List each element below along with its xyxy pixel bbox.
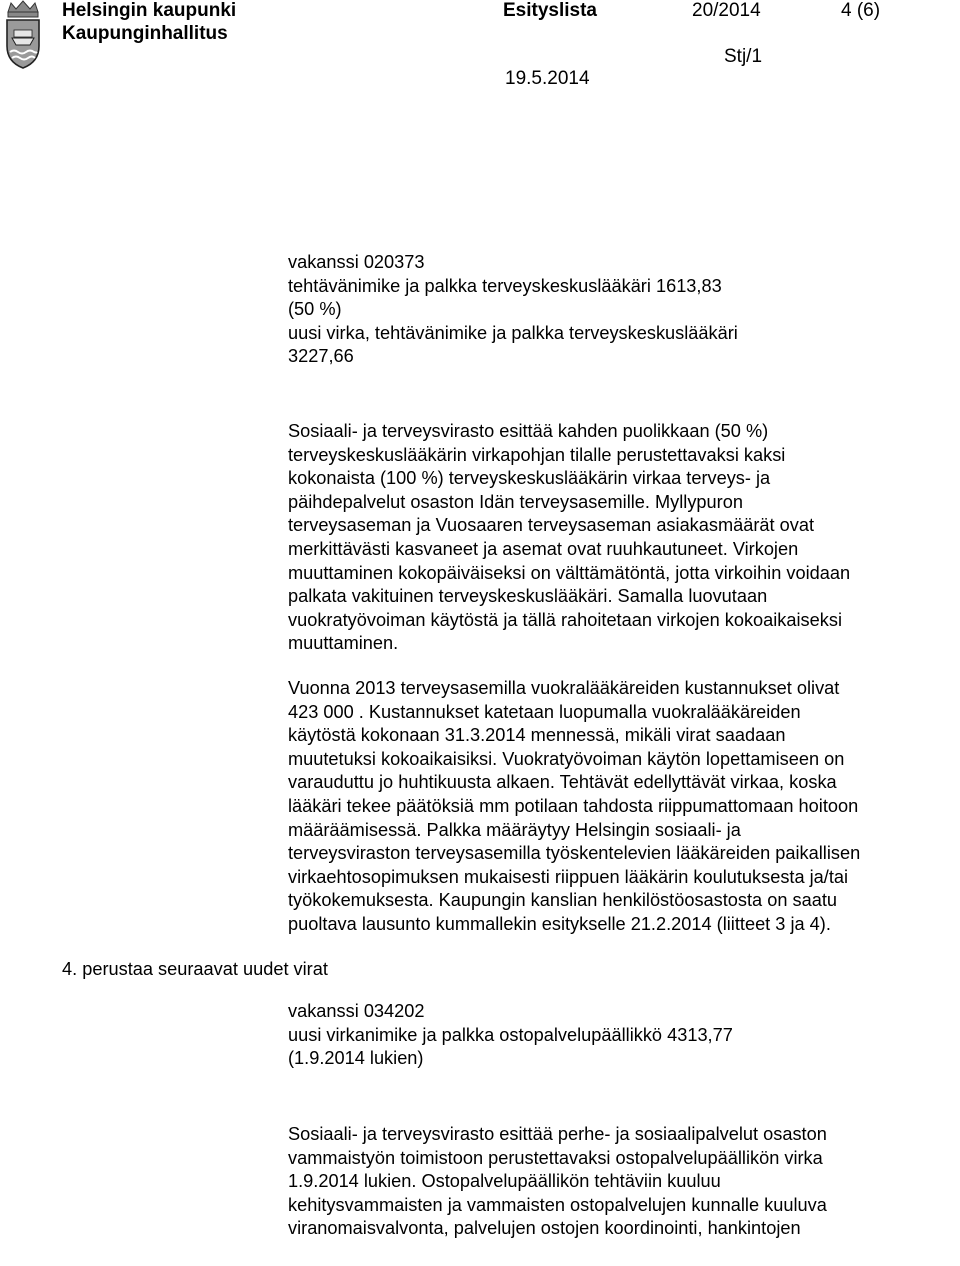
doc-type: Esityslista [503,0,597,21]
text-line: virkaehtosopimuksen mukaisesti riippuen lääkärin koulutuksesta ja/tai [288,866,849,887]
org-name: Helsingin kaupunki [62,0,237,21]
text-line: terveyskeskuslääkärin virkapohjan tilalle perustettavaksi kaksi [288,444,786,465]
text-line: 3227,66 [288,346,354,367]
text-line: vakanssi 034202 [288,1001,425,1021]
text-line: vakanssi 020373 [288,252,425,272]
paragraph-3 [288,1123,827,1241]
text-line: terveysviraston terveysasemilla työskentelevien lääkäreiden paikallisen [288,843,861,864]
text-line: 423 000 . Kustannukset katetaan luopumalla vuokralääkäreiden [288,701,801,722]
text-line: (1.9.2014 lukien) [288,1048,424,1069]
text-line: uusi virka, tehtävänimike ja palkka terveyskeskuslääkäri [288,322,738,343]
text-line: työkokemuksesta. Kaupungin kanslian henkilöstöosastosta on saatu [288,890,837,911]
text-line: kehitysvammaisten ja vammaisten ostopalvelujen kunnalle kuuluva [288,1194,827,1215]
text-line: Vuonna 2013 terveysasemilla vuokralääkäreiden kustannukset olivat [288,678,840,698]
helsinki-coat-of-arms-icon [2,0,44,70]
text-line: lääkäri tekee päätöksiä mm potilaan tahdosta riippumattomaan hoitoon [288,795,859,816]
text-line: merkittävästi kasvaneet ja asemat ovat ruuhkautuneet. Virkojen [288,538,799,559]
text-line: viranomaisvalvonta, palvelujen ostojen koordinointi, hankintojen [288,1218,801,1239]
paragraph-1 [288,420,850,656]
text-line: tehtävänimike ja palkka terveyskeskuslääkäri 1613,83 [288,275,722,296]
text-line: vammaistyön toimistoon perustettavaksi ostopalvelupäällikön virka [288,1147,823,1168]
text-line: uusi virkanimike ja palkka ostopalvelupäällikkö 4313,77 [288,1024,733,1045]
text-line: määräämisessä. Palkka määräytyy Helsingin sosiaali- ja [288,819,741,840]
text-line: Sosiaali- ja terveysvirasto esittää kahden puolikkaan (50 %) [288,421,769,441]
text-line: muuttaminen. [288,633,399,654]
text-line: vuokratyövoiman käytöstä ja tällä rahoitetaan virkojen kokoaikaiseksi [288,609,842,630]
text-line: muutetuksi kokoaikaisiksi. Vuokratyövoiman käytön lopettamiseen on [288,748,845,769]
text-line: puoltava lausunto kummallekin esitykselle 21.2.2014 (liitteet 3 ja 4). [288,913,831,934]
vacancy-block-2 [288,1000,733,1071]
item-4-label: 4. perustaa seuraavat uudet virat [62,959,328,979]
text-line: Sosiaali- ja terveysvirasto esittää perhe- ja sosiaalipalvelut osaston [288,1124,827,1144]
text-line: kokonaista (100 %) terveyskeskuslääkärin virkaa terveys- ja [288,468,771,489]
text-line: palkata vakituinen terveyskeskuslääkäri. Samalla luovutaan [288,586,768,607]
page-number: 4 (6) [841,0,881,21]
vacancy-block-1 [288,251,738,369]
doc-number: 20/2014 [692,0,761,21]
text-line: käytöstä kokonaan 31.3.2014 mennessä, mikäli virat saadaan [288,725,786,746]
text-line: muuttaminen kokopäiväiseksi on välttämätöntä, jotta virkoihin voidaan [288,562,851,583]
paragraph-2 [288,677,860,937]
text-line: päihdepalvelut osaston Idän terveysasemille. Myllypuron [288,491,743,512]
text-line: varauduttu jo huhtikuusta alkaen. Tehtävät edellyttävät virkaa, koska [288,772,837,793]
org-unit: Kaupunginhallitus [62,23,228,44]
text-line: (50 %) [288,299,342,320]
text-line: 1.9.2014 lukien. Ostopalvelupäällikön tehtäviin kuuluu [288,1171,721,1192]
meeting-date: 19.5.2014 [505,68,590,89]
section-code: Stj/1 [724,46,763,67]
text-line: terveysaseman ja Vuosaaren terveysaseman asiakasmäärät ovat [288,515,815,536]
